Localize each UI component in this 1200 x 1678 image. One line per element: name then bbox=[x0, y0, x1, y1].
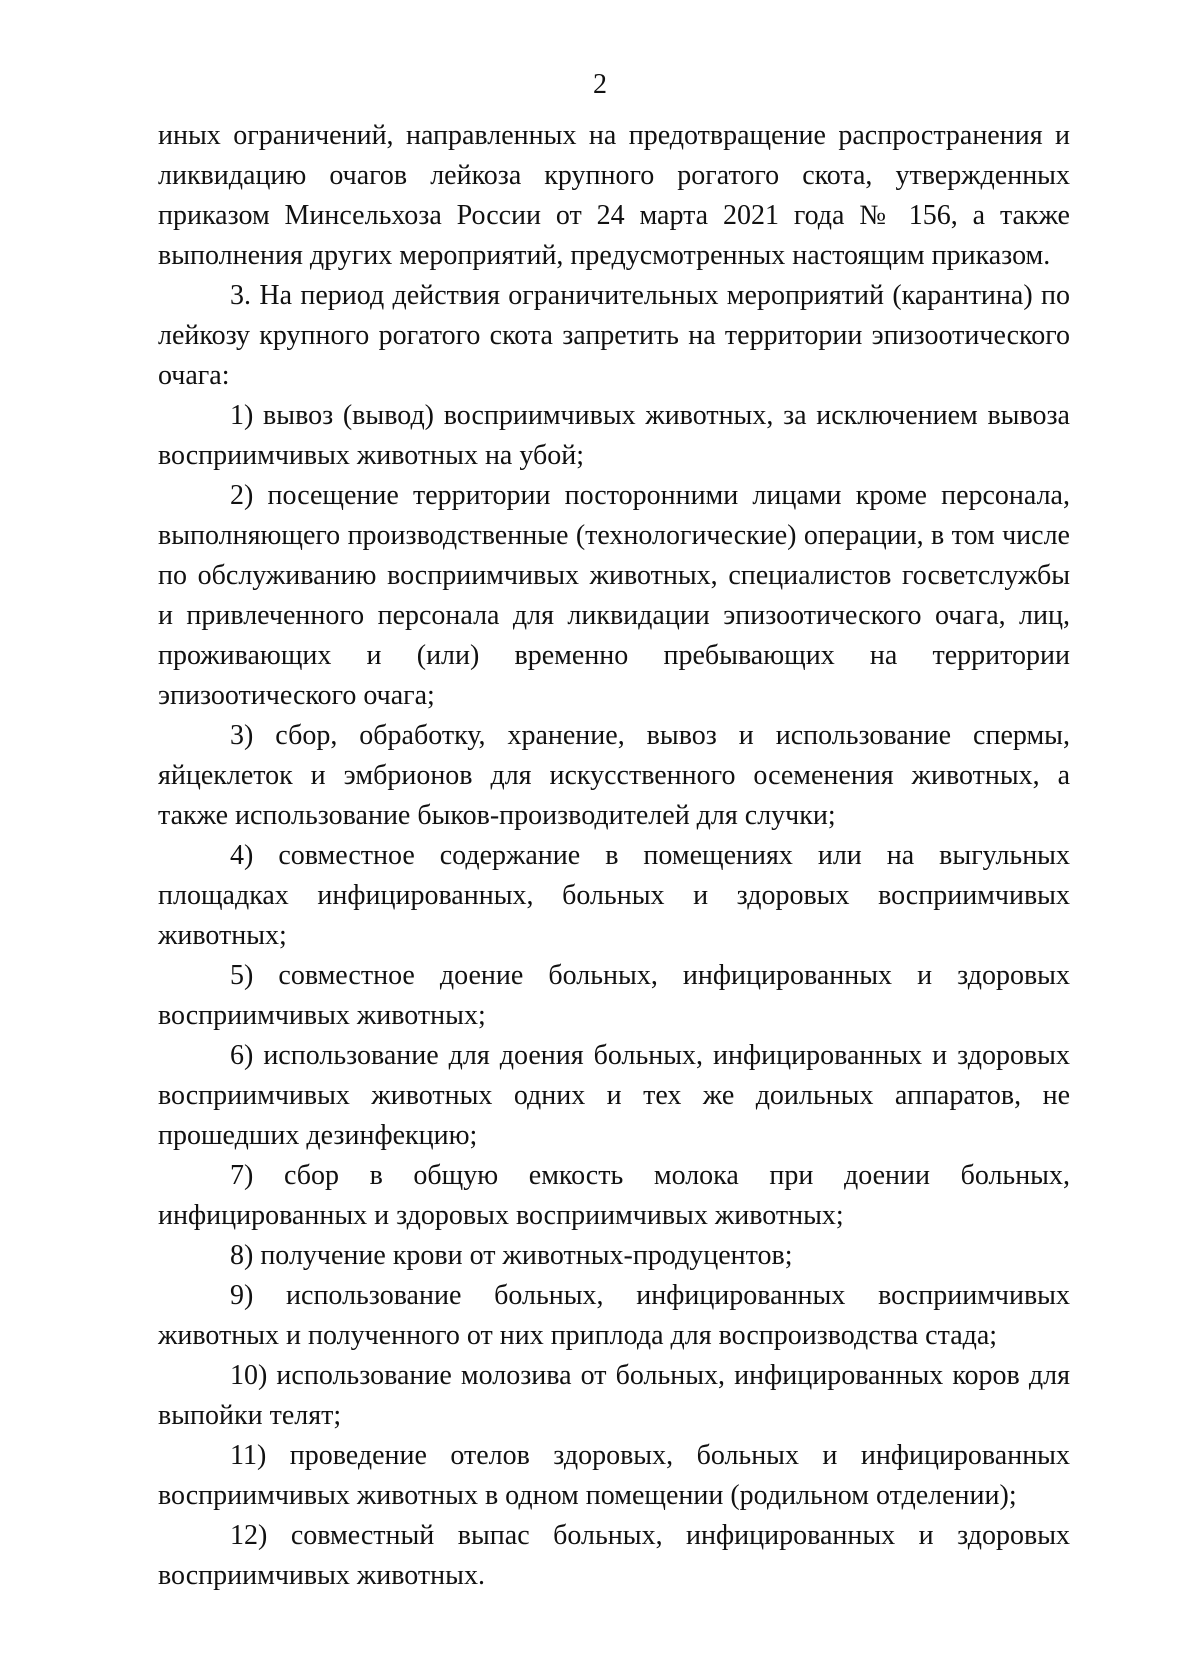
paragraph-subitem-12: 12) совместный выпас больных, инфицированных и здоровых восприимчивых животных. bbox=[158, 1520, 1070, 1591]
paragraph-subitem-9: 9) использование больных, инфицированных восприимчивых животных и полученного от них приплода для воспроизводства стада; bbox=[158, 1280, 1070, 1351]
paragraph-subitem-11: 11) проведение отелов здоровых, больных и инфицированных восприимчивых животных в одном помещении (родильном отделении); bbox=[158, 1440, 1070, 1511]
paragraph-subitem-2: 2) посещение территории посторонними лицами кроме персонала, выполняющего производственные (технологические) операции, в том числе по обслуживанию восприимчивых животных, специалистов госветслужбы и привлеченного персонала для ликвидации эпизоотического очага, лиц, проживающих и (или) временно пребывающих на территории эпизоотического очага; bbox=[158, 480, 1070, 711]
paragraph-subitem-1: 1) вывоз (вывод) восприимчивых животных, за исключением вывоза восприимчивых животных на убой; bbox=[158, 400, 1070, 471]
paragraph-subitem-7: 7) сбор в общую емкость молока при доении больных, инфицированных и здоровых восприимчивых животных; bbox=[158, 1160, 1070, 1231]
paragraph-subitem-3: 3) сбор, обработку, хранение, вывоз и использование спермы, яйцеклеток и эмбрионов для искусственного осеменения животных, а также использование быков-производителей для случки; bbox=[158, 720, 1070, 831]
paragraph-subitem-8: 8) получение крови от животных-продуцентов; bbox=[230, 1240, 793, 1271]
paragraph-subitem-6: 6) использование для доения больных, инфицированных и здоровых восприимчивых животных одних и тех же доильных аппаратов, не прошедших дезинфекцию; bbox=[158, 1040, 1070, 1151]
document-body bbox=[158, 116, 1070, 1596]
paragraph-intro: иных ограничений, направленных на предотвращение распространения и ликвидацию очагов лейкоза крупного рогатого скота, утвержденных приказом Минсельхоза России от 24 марта 2021 года № 156, а также выполнения других мероприятий, предусмотренных настоящим приказом. bbox=[158, 120, 1070, 271]
paragraph-item-3: 3. На период действия ограничительных мероприятий (карантина) по лейкозу крупного рогатого скота запретить на территории эпизоотического очага: bbox=[158, 280, 1070, 391]
paragraph-subitem-4: 4) совместное содержание в помещениях или на выгульных площадках инфицированных, больных и здоровых восприимчивых животных; bbox=[158, 840, 1070, 951]
page-number: 2 bbox=[593, 69, 607, 100]
paragraph-subitem-10: 10) использование молозива от больных, инфицированных коров для выпойки телят; bbox=[158, 1360, 1070, 1431]
paragraph-subitem-5: 5) совместное доение больных, инфицированных и здоровых восприимчивых животных; bbox=[158, 960, 1070, 1031]
